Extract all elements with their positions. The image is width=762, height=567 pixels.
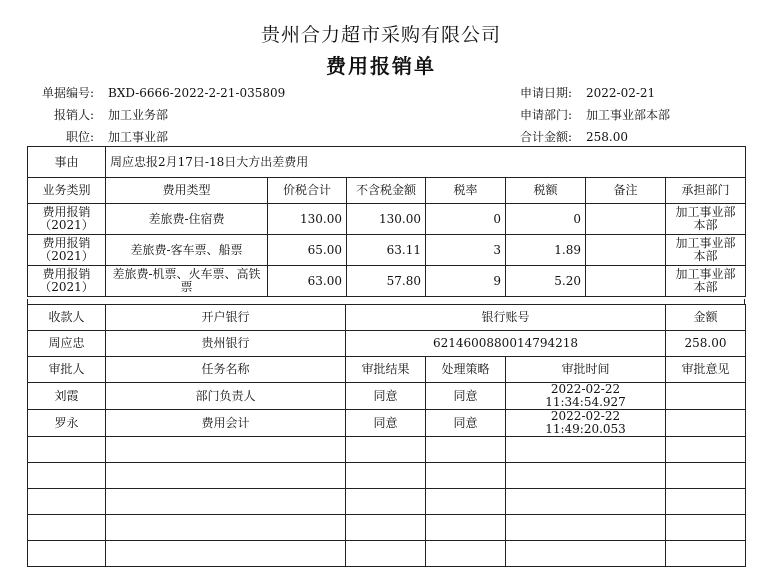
- cell-opinion: [666, 383, 746, 410]
- cell-dept: 加工事业部本部: [666, 235, 746, 266]
- cell-tax: 5.20: [506, 266, 586, 297]
- cell-result: 同意: [346, 410, 426, 437]
- empty-row: [28, 437, 746, 463]
- table-row: [28, 235, 746, 266]
- cell-task: 部门负责人: [106, 383, 346, 410]
- reason-value: 周应忠报2月17日-18日大方出差费用: [106, 147, 746, 178]
- column-header: 业务类别: [28, 178, 106, 204]
- column-header: 处理策略: [426, 357, 506, 383]
- cell-note: [586, 204, 666, 235]
- cell-total: 65.00: [268, 235, 347, 266]
- meta-label: 申请部门:: [519, 108, 572, 122]
- empty-row: [28, 463, 746, 489]
- cell-strategy: 同意: [426, 383, 506, 410]
- meta-value: 加工业务部: [108, 108, 169, 122]
- cell-task: 费用会计: [106, 410, 346, 437]
- meta-value: 加工事业部: [108, 130, 169, 144]
- cell-type: 差旅费-机票、火车票、高铁票: [106, 266, 268, 297]
- cell-approver: 刘霞: [28, 383, 106, 410]
- column-header: 金额: [666, 305, 746, 331]
- meta-label: 职位:: [65, 130, 94, 144]
- empty-row: [28, 489, 746, 515]
- meta-label: 合计金额:: [519, 130, 572, 144]
- meta-label: 申请日期:: [519, 86, 572, 100]
- meta-value: 加工事业部本部: [586, 108, 671, 122]
- column-header: 税率: [426, 178, 506, 204]
- cell-dept: 加工事业部本部: [666, 266, 746, 297]
- cell-total: 130.00: [268, 204, 347, 235]
- meta-label: 单据编号:: [41, 86, 94, 100]
- cell-category: 费用报销（2021）: [28, 235, 106, 266]
- cell-tax: 0: [506, 204, 586, 235]
- cell-rate: 0: [426, 204, 506, 235]
- meta-apply-date: [504, 84, 655, 101]
- expense-header-row: [28, 178, 746, 204]
- cell-approver: 罗永: [28, 410, 106, 437]
- payee-name: 周应忠: [28, 331, 106, 357]
- cell-opinion: [666, 410, 746, 437]
- table-row: [28, 204, 746, 235]
- meta-doc-number: [24, 84, 285, 101]
- column-header: 银行账号: [346, 305, 666, 331]
- cell-pretax: 57.80: [347, 266, 426, 297]
- column-header: 不含税金额: [347, 178, 426, 204]
- payee-header-row: [28, 305, 746, 331]
- payee-row: [28, 331, 746, 357]
- column-header: 审批人: [28, 357, 106, 383]
- cell-tax: 1.89: [506, 235, 586, 266]
- cell-note: [586, 266, 666, 297]
- table-row: [28, 266, 746, 297]
- column-header: 承担部门: [666, 178, 746, 204]
- table-row: [28, 410, 746, 437]
- cell-category: 费用报销（2021）: [28, 266, 106, 297]
- column-header: 审批结果: [346, 357, 426, 383]
- document-title: 费用报销单: [326, 54, 436, 78]
- meta-total-amount: [504, 128, 628, 145]
- meta-label: 报销人:: [53, 108, 94, 122]
- column-header: 收款人: [28, 305, 106, 331]
- table-row: [28, 383, 746, 410]
- column-header: 价税合计: [268, 178, 347, 204]
- payee-account: 6214600880014794218: [346, 331, 666, 357]
- column-header: 税额: [506, 178, 586, 204]
- column-header: 备注: [586, 178, 666, 204]
- company-name: 贵州合力超市采购有限公司: [260, 24, 501, 46]
- cell-strategy: 同意: [426, 410, 506, 437]
- payee-bank: 贵州银行: [106, 331, 346, 357]
- column-header: 审批时间: [506, 357, 666, 383]
- approval-header-row: [28, 357, 746, 383]
- cell-dept: 加工事业部本部: [666, 204, 746, 235]
- cell-time: 2022-02-22 11:49:20.053: [506, 410, 666, 437]
- meta-value: 258.00: [586, 130, 628, 144]
- empty-row: [28, 515, 746, 541]
- reason-row: [28, 147, 746, 178]
- column-header: 费用类型: [106, 178, 268, 204]
- meta-value: 2022-02-21: [586, 86, 656, 100]
- cell-result: 同意: [346, 383, 426, 410]
- column-header: 审批意见: [666, 357, 746, 383]
- cell-rate: 3: [426, 235, 506, 266]
- payment-approval-table: [27, 304, 746, 567]
- cell-total: 63.00: [268, 266, 347, 297]
- meta-applicant: [24, 106, 168, 123]
- meta-apply-dept: [504, 106, 670, 123]
- cell-type: 差旅费-住宿费: [106, 204, 268, 235]
- column-header: 任务名称: [106, 357, 346, 383]
- expense-table: [27, 146, 746, 297]
- empty-row: [28, 541, 746, 567]
- cell-rate: 9: [426, 266, 506, 297]
- meta-value: BXD-6666-2022-2-21-035809: [108, 86, 286, 100]
- cell-pretax: 130.00: [347, 204, 426, 235]
- payee-amount: 258.00: [666, 331, 746, 357]
- cell-type: 差旅费-客车票、船票: [106, 235, 268, 266]
- column-header: 开户银行: [106, 305, 346, 331]
- meta-position: [24, 128, 168, 145]
- cell-category: 费用报销（2021）: [28, 204, 106, 235]
- cell-note: [586, 235, 666, 266]
- cell-time: 2022-02-22 11:34:54.927: [506, 383, 666, 410]
- cell-pretax: 63.11: [347, 235, 426, 266]
- reason-label: 事由: [28, 147, 106, 178]
